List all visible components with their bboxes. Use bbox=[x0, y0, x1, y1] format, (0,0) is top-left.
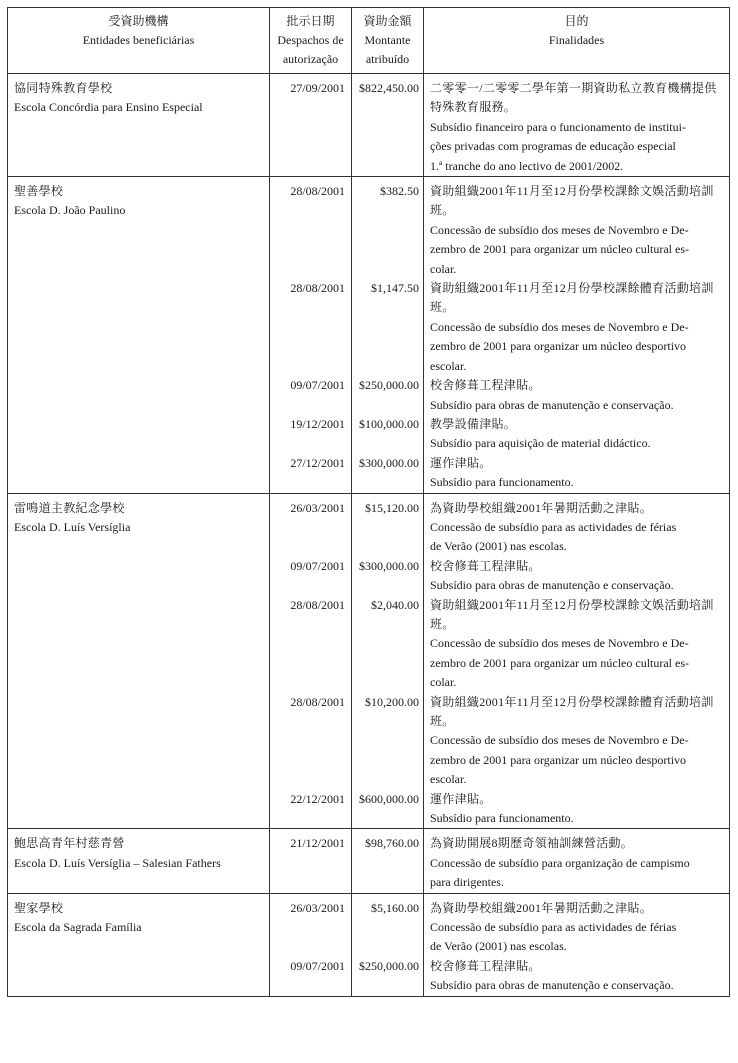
header-amount-pt-2: atribuído bbox=[365, 52, 410, 66]
purpose-pt-line: zembro de 2001 para organizar um núcleo desportivo bbox=[430, 752, 687, 767]
purpose-pt-line: colar. bbox=[430, 261, 457, 276]
purpose-zh-line: 班。 bbox=[430, 714, 455, 728]
purpose-pt-line: colar. bbox=[430, 675, 457, 690]
purpose-zh-line: 教學設備津貼。 bbox=[430, 416, 517, 431]
grant-amount: $10,200.00 bbox=[365, 694, 419, 709]
table-row bbox=[8, 829, 730, 893]
grant-date: 26/03/2001 bbox=[290, 900, 345, 915]
purpose-pt-line: zembro de 2001 para organizar um núcleo desportivo bbox=[430, 339, 687, 354]
grant-date: 28/08/2001 bbox=[290, 694, 345, 709]
grant-date: 22/12/2001 bbox=[290, 791, 345, 806]
table-body bbox=[8, 74, 730, 997]
date-cell bbox=[270, 74, 352, 177]
purpose-zh-line: 運作津貼。 bbox=[430, 791, 492, 806]
grant-amount: $1,147.50 bbox=[371, 281, 419, 296]
purpose-pt-line: Concessão de subsídio para as actividades de férias bbox=[430, 920, 677, 935]
grant-amount: $250,000.00 bbox=[359, 958, 419, 973]
purpose-pt-line: Concessão de subsídio para organização de campismo bbox=[430, 855, 690, 870]
purpose-pt-line: de Verão (2001) nas escolas. bbox=[430, 939, 567, 954]
entity-name-pt: Escola D. Luís Versíglia – Salesian Fathers bbox=[14, 855, 221, 870]
purpose-pt-line: 1.ª tranche do ano lectivo de 2001/2002. bbox=[430, 158, 624, 173]
table-row bbox=[8, 493, 730, 829]
purpose-pt-line: Concessão de subsídio dos meses de Novembro e De- bbox=[430, 636, 689, 651]
grant-amount: $98,760.00 bbox=[365, 836, 419, 851]
purpose-zh-line: 班。 bbox=[430, 203, 455, 218]
purpose-pt-line: Subsídio para aquisição de material didáctico. bbox=[430, 436, 651, 451]
header-purpose bbox=[424, 8, 730, 74]
document-page bbox=[7, 7, 729, 997]
grant-amount: $300,000.00 bbox=[359, 455, 419, 470]
header-date-pt-1: Despachos de bbox=[277, 33, 344, 47]
date-cell bbox=[270, 177, 352, 494]
purpose-pt-line: zembro de 2001 para organizar um núcleo cultural es- bbox=[430, 655, 690, 670]
purpose-pt-line: de Verão (2001) nas escolas. bbox=[430, 539, 567, 554]
purpose-pt-line: ções privadas com programas de educação especial bbox=[430, 139, 676, 154]
purpose-zh-line: 二零零一/二零零二學年第一期資助私立教育機構提供 bbox=[430, 81, 717, 95]
entity-cell bbox=[8, 893, 270, 996]
purpose-pt-line: Concessão de subsídio dos meses de Novembro e De- bbox=[430, 222, 689, 237]
table-row bbox=[8, 74, 730, 177]
purpose-pt-line: Subsídio para obras de manutenção e conservação. bbox=[430, 578, 674, 593]
entity-name-pt: Escola Concórdia para Ensino Especial bbox=[14, 100, 203, 115]
grant-date: 28/08/2001 bbox=[290, 184, 345, 199]
subsidy-table bbox=[7, 7, 730, 997]
purpose-zh-line: 資助組織2001年11月至12月份學校課餘體育活動培訓 bbox=[430, 281, 714, 296]
purpose-zh-line: 特殊教育服務。 bbox=[430, 100, 517, 115]
amount-cell bbox=[352, 893, 424, 996]
header-date-pt-2: autorização bbox=[282, 52, 339, 66]
amount-cell bbox=[352, 829, 424, 893]
grant-amount: $5,160.00 bbox=[371, 900, 419, 915]
header-purpose-pt: Finalidades bbox=[548, 33, 605, 47]
purpose-zh-line: 為資助學校組織2001年暑期活動之津貼。 bbox=[430, 900, 653, 915]
purpose-cell bbox=[424, 493, 730, 829]
purpose-pt-line: Concessão de subsídio para as actividades de férias bbox=[430, 519, 677, 534]
grant-amount: $300,000.00 bbox=[359, 558, 419, 573]
grant-amount: $15,120.00 bbox=[365, 500, 419, 515]
grant-date: 09/07/2001 bbox=[290, 958, 345, 973]
grant-amount: $250,000.00 bbox=[359, 378, 419, 393]
entity-name-zh: 鮑思高青年村慈青營 bbox=[14, 836, 125, 851]
entity-name-zh: 聖家學校 bbox=[14, 900, 64, 915]
purpose-pt-line: para dirigentes. bbox=[430, 875, 504, 890]
grant-amount: $600,000.00 bbox=[359, 791, 419, 806]
entity-name-zh: 雷鳴道主教紀念學校 bbox=[14, 500, 125, 515]
purpose-zh-line: 運作津貼。 bbox=[430, 455, 492, 470]
entity-name-pt: Escola da Sagrada Família bbox=[14, 920, 142, 935]
purpose-pt-line: zembro de 2001 para organizar um núcleo cultural es- bbox=[430, 242, 690, 257]
purpose-pt-line: escolar. bbox=[430, 772, 467, 787]
entity-name-zh: 聖善學校 bbox=[14, 184, 64, 199]
grant-date: 28/08/2001 bbox=[290, 281, 345, 296]
grant-date: 27/12/2001 bbox=[290, 455, 345, 470]
amount-cell bbox=[352, 74, 424, 177]
grant-date: 19/12/2001 bbox=[290, 416, 345, 431]
entity-cell bbox=[8, 177, 270, 494]
purpose-cell bbox=[424, 893, 730, 996]
entity-cell bbox=[8, 829, 270, 893]
grant-amount: $822,450.00 bbox=[359, 81, 419, 95]
grant-amount: $2,040.00 bbox=[371, 597, 419, 612]
header-date bbox=[270, 8, 352, 74]
purpose-zh-line: 班。 bbox=[430, 300, 455, 315]
header-entity-pt: Entidades beneficiárias bbox=[82, 33, 195, 47]
header-entity bbox=[8, 8, 270, 74]
purpose-zh-line: 校舍修葺工程津貼。 bbox=[430, 378, 541, 393]
purpose-pt-line: escolar. bbox=[430, 358, 467, 373]
purpose-pt-line: Subsídio para obras de manutenção e conservação. bbox=[430, 397, 674, 412]
grant-date: 09/07/2001 bbox=[290, 378, 345, 393]
grant-date: 28/08/2001 bbox=[290, 597, 345, 612]
header-amount-zh: 資助金額 bbox=[363, 14, 412, 28]
purpose-zh-line: 校舍修葺工程津貼。 bbox=[430, 958, 541, 973]
purpose-zh-line: 班。 bbox=[430, 616, 455, 631]
entity-name-pt: Escola D. Luís Versíglia bbox=[14, 519, 131, 534]
grant-date: 09/07/2001 bbox=[290, 558, 345, 573]
header-date-zh: 批示日期 bbox=[286, 14, 335, 28]
purpose-pt-line: Subsídio para funcionamento. bbox=[430, 811, 574, 826]
grant-date: 21/12/2001 bbox=[290, 836, 345, 851]
table-header-row bbox=[8, 8, 730, 74]
purpose-zh-line: 資助組織2001年11月至12月份學校課餘文娛活動培訓 bbox=[430, 184, 714, 199]
header-purpose-zh: 目的 bbox=[564, 14, 589, 28]
date-cell bbox=[270, 493, 352, 829]
purpose-cell bbox=[424, 829, 730, 893]
purpose-zh-line: 為資助學校組織2001年暑期活動之津貼。 bbox=[430, 500, 653, 515]
header-amount bbox=[352, 8, 424, 74]
entity-name-zh: 協同特殊教育學校 bbox=[14, 81, 113, 95]
entity-cell bbox=[8, 74, 270, 177]
purpose-zh-line: 為資助開展8期歷奇領袖訓練營活動。 bbox=[430, 836, 634, 851]
header-entity-zh: 受資助機構 bbox=[108, 14, 169, 28]
purpose-pt-line: Concessão de subsídio dos meses de Novembro e De- bbox=[430, 733, 689, 748]
purpose-zh-line: 資助組織2001年11月至12月份學校課餘文娛活動培訓 bbox=[430, 597, 714, 612]
grant-amount: $382.50 bbox=[380, 184, 419, 199]
header-amount-pt-1: Montante bbox=[364, 33, 411, 47]
purpose-pt-line: Subsídio para funcionamento. bbox=[430, 475, 574, 490]
grant-amount: $100,000.00 bbox=[359, 416, 419, 431]
purpose-cell bbox=[424, 177, 730, 494]
purpose-zh-line: 資助組織2001年11月至12月份學校課餘體育活動培訓 bbox=[430, 694, 714, 709]
grant-date: 27/09/2001 bbox=[290, 81, 345, 95]
date-cell bbox=[270, 893, 352, 996]
amount-cell bbox=[352, 493, 424, 829]
purpose-pt-line: Subsídio para obras de manutenção e conservação. bbox=[430, 978, 674, 993]
grant-date: 26/03/2001 bbox=[290, 500, 345, 515]
purpose-cell bbox=[424, 74, 730, 177]
entity-name-pt: Escola D. João Paulino bbox=[14, 203, 126, 218]
purpose-zh-line: 校舍修葺工程津貼。 bbox=[430, 558, 541, 573]
entity-cell bbox=[8, 493, 270, 829]
date-cell bbox=[270, 829, 352, 893]
purpose-pt-line: Concessão de subsídio dos meses de Novembro e De- bbox=[430, 319, 689, 334]
amount-cell bbox=[352, 177, 424, 494]
table-row bbox=[8, 177, 730, 494]
table-row bbox=[8, 893, 730, 996]
purpose-pt-line: Subsídio financeiro para o funcionamento de institui- bbox=[430, 119, 686, 134]
